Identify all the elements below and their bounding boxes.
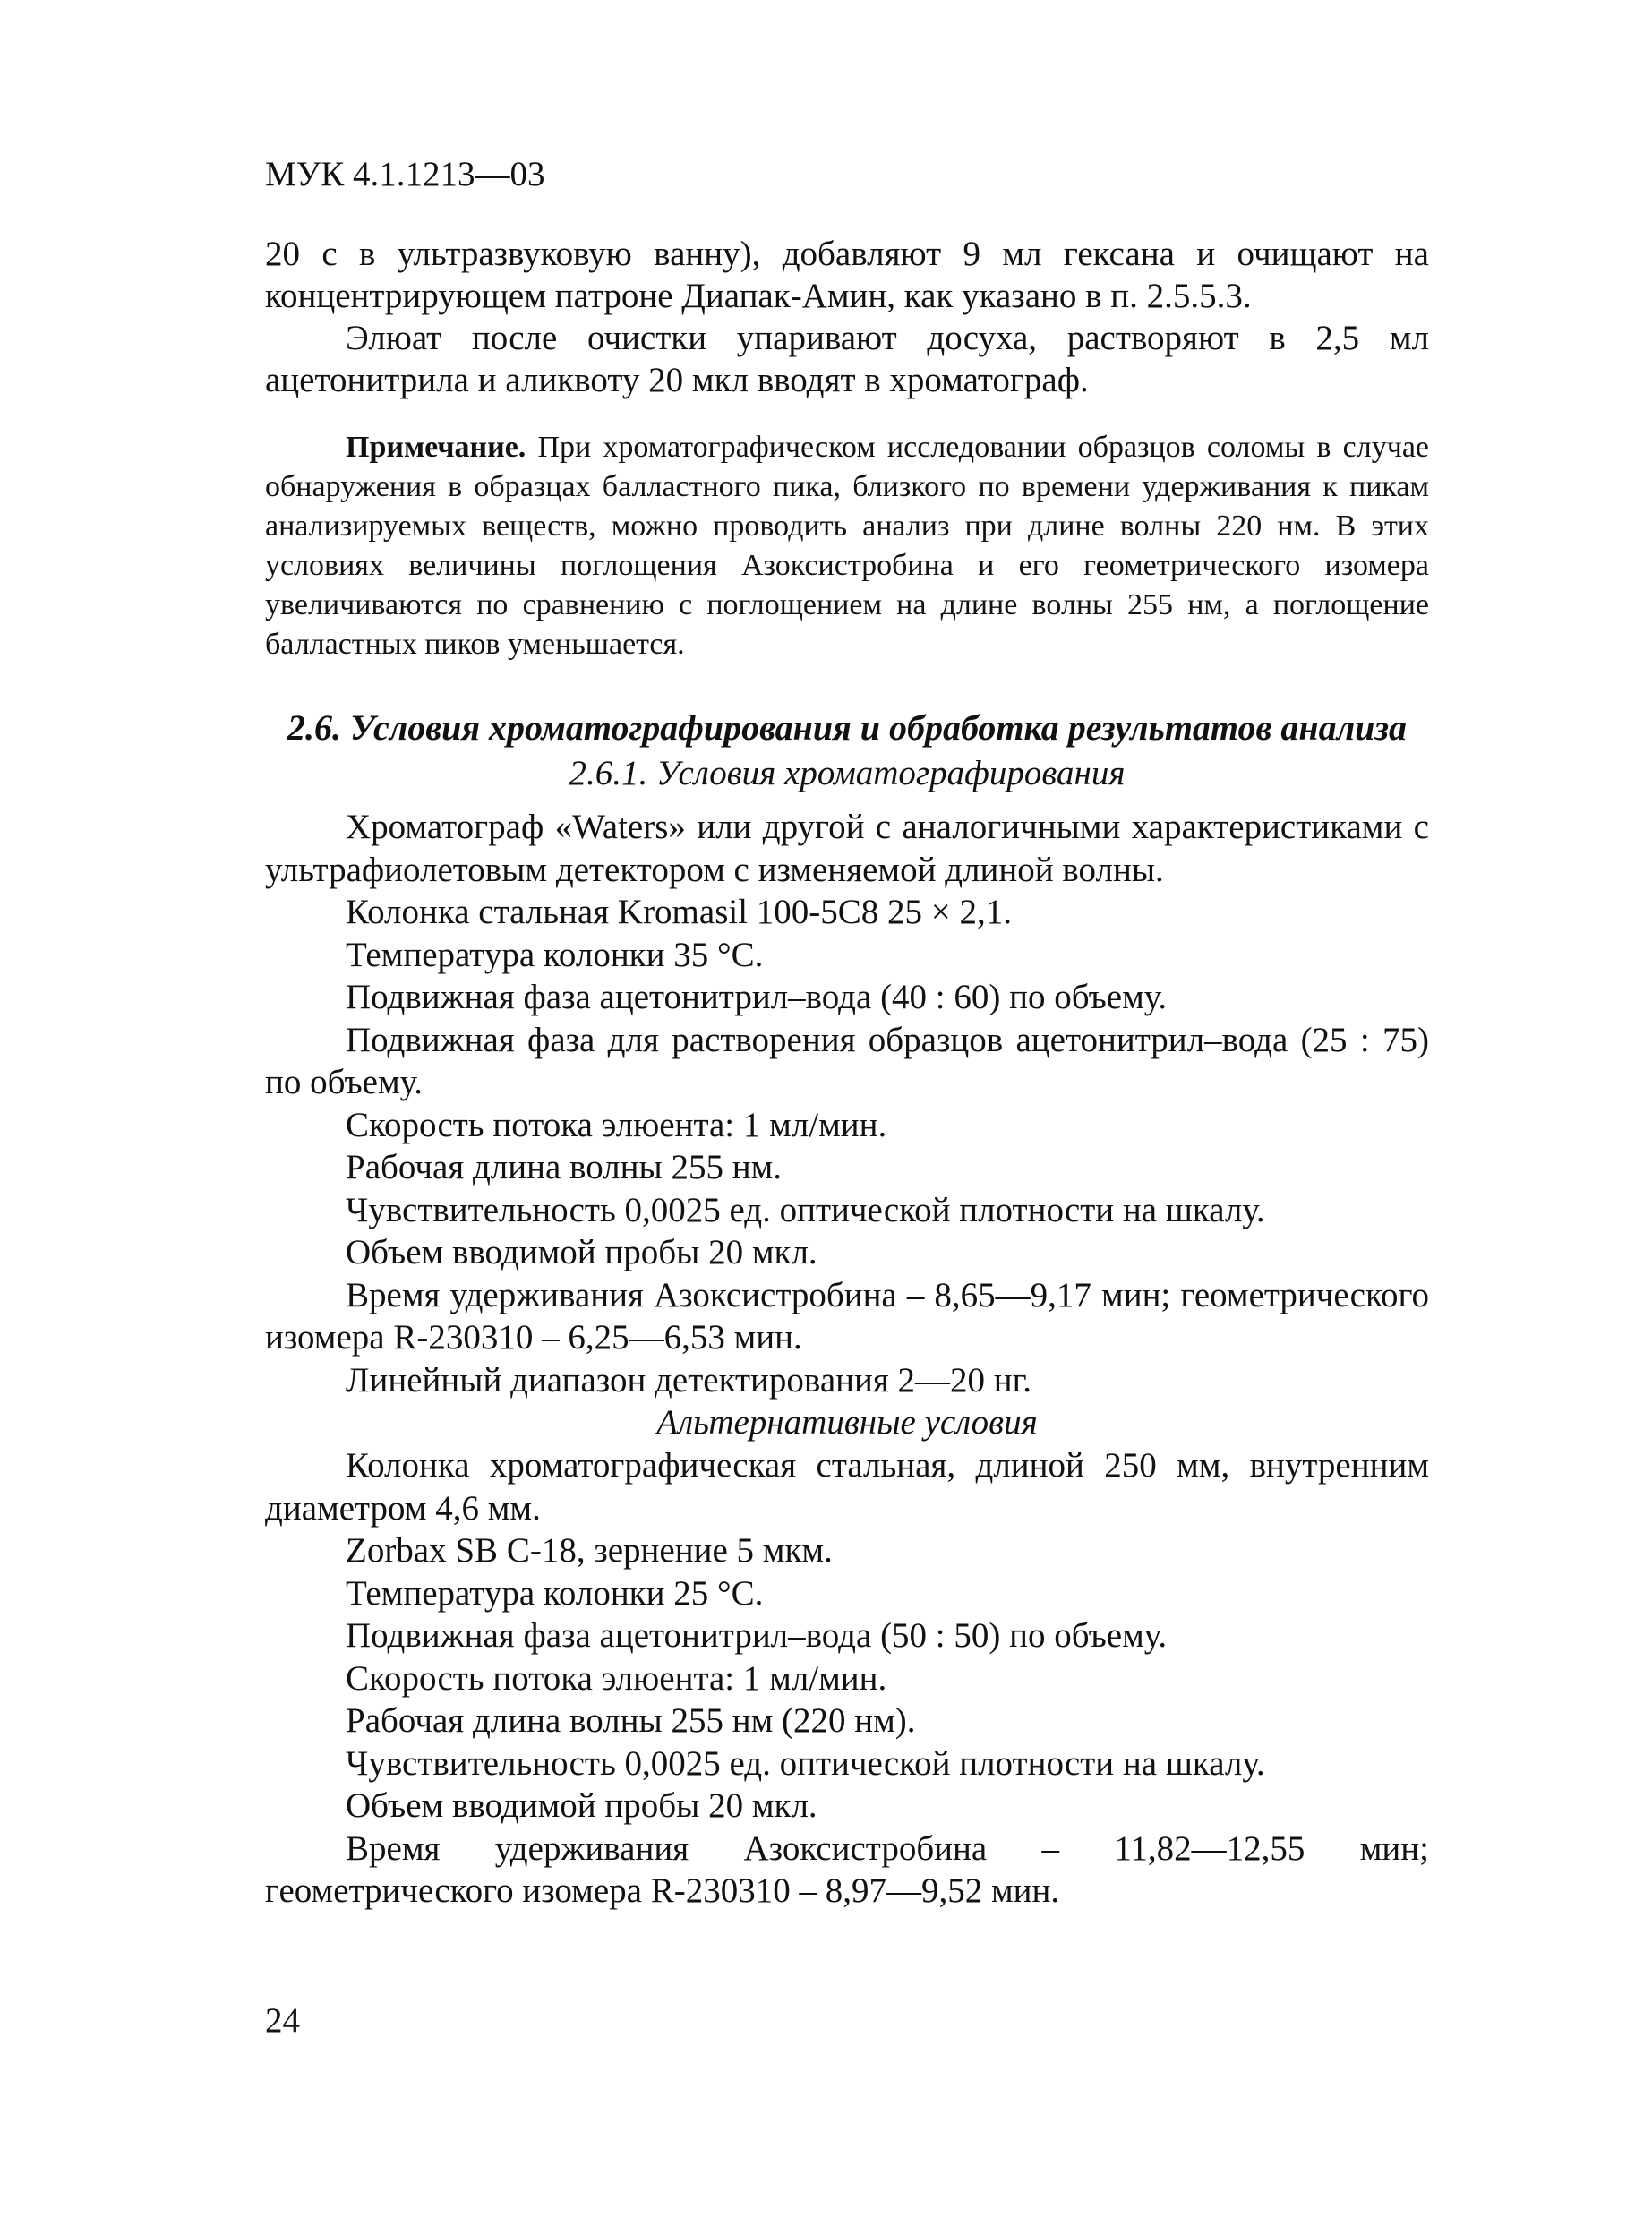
note-paragraph bbox=[265, 428, 1429, 664]
condition-line: Хроматограф «Waters» или другой с аналогичными характеристиками с ультрафиолетовым детектором с изменяемой длиной волны. bbox=[265, 808, 1429, 889]
condition-line: Колонка стальная Kromasil 100-5С8 25 × 2,1. bbox=[346, 893, 1013, 931]
alternative-line: Подвижная фаза ацетонитрил–вода (50 : 50) по объему. bbox=[346, 1616, 1168, 1655]
alternative-line: Колонка хроматографическая стальная, длиной 250 мм, внутренним диаметром 4,6 мм. bbox=[265, 1446, 1429, 1528]
page-number: 24 bbox=[265, 2001, 300, 2040]
alternative-line: Zorbax SB C-18, зернение 5 мкм. bbox=[346, 1531, 833, 1570]
subsection-heading: 2.6.1. Условия хроматографирования bbox=[569, 754, 1126, 792]
alternative-line: Время удерживания Азоксистробина – 11,82—12,55 мин; геометрического изомера R-230310 – 8,97—9,52 мин. bbox=[265, 1828, 1429, 1910]
alternative-line: Чувствительность 0,0025 ед. оптической плотности на шкалу. bbox=[346, 1743, 1265, 1783]
condition-line: Подвижная фаза для растворения образцов ацетонитрил–вода (25 : 75) по объему. bbox=[265, 1020, 1429, 1101]
alternative-line: Объем вводимой пробы 20 мкл. bbox=[346, 1786, 817, 1825]
alternative-line: Температура колонки 25 °С. bbox=[346, 1573, 764, 1613]
note-text: При хроматографическом исследовании образцов соломы в случае обнаружения в образцах балластного пика, близкого по времени удерживания к пикам анализируемых веществ, можно проводить анализ при длине волны 220 нм. В этих условиях величины поглощения Азоксистробина и его геометрического изомера увеличиваются по сравнению с поглощением на длине волны 255 нм, а поглощение балластных пиков уменьшается. bbox=[265, 431, 1429, 661]
condition-line: Рабочая длина волны 255 нм. bbox=[346, 1148, 783, 1186]
condition-line: Чувствительность 0,0025 ед. оптической плотности на шкалу. bbox=[346, 1190, 1265, 1229]
note-label: Примечание. bbox=[346, 431, 526, 464]
condition-line: Температура колонки 35 °С. bbox=[346, 935, 764, 974]
condition-line: Скорость потока элюента: 1 мл/мин. bbox=[346, 1105, 887, 1144]
condition-line: Линейный диапазон детектирования 2—20 нг. bbox=[346, 1360, 1032, 1400]
condition-line: Объем вводимой пробы 20 мкл. bbox=[346, 1233, 817, 1271]
document-header: МУК 4.1.1213—03 bbox=[265, 155, 545, 193]
document-page bbox=[265, 152, 1429, 1913]
intro-paragraph-2: Элюат после очистки упаривают досуха, растворяют в 2,5 мл ацетонитрила и аликвоту 20 мкл вводят в хроматограф. bbox=[265, 319, 1429, 399]
alternative-line: Рабочая длина волны 255 нм (220 нм). bbox=[346, 1701, 916, 1740]
intro-paragraph-1: 20 с в ультразвуковую ванну), добавляют 9 мл гексана и очищают на концентрирующем патроне Диапак-Амин, как указано в п. 2.5.5.3. bbox=[265, 235, 1429, 315]
condition-line: Время удерживания Азоксистробина – 8,65—9,17 мин; геометрического изомера R-230310 – 6,25—6,53 мин. bbox=[265, 1275, 1429, 1357]
condition-line: Подвижная фаза ацетонитрил–вода (40 : 60) по объему. bbox=[346, 978, 1168, 1016]
section-heading: 2.6. Условия хроматографирования и обработка результатов анализа bbox=[287, 707, 1407, 748]
alternative-line: Скорость потока элюента: 1 мл/мин. bbox=[346, 1658, 887, 1698]
alternative-heading: Альтернативные условия bbox=[656, 1403, 1038, 1442]
